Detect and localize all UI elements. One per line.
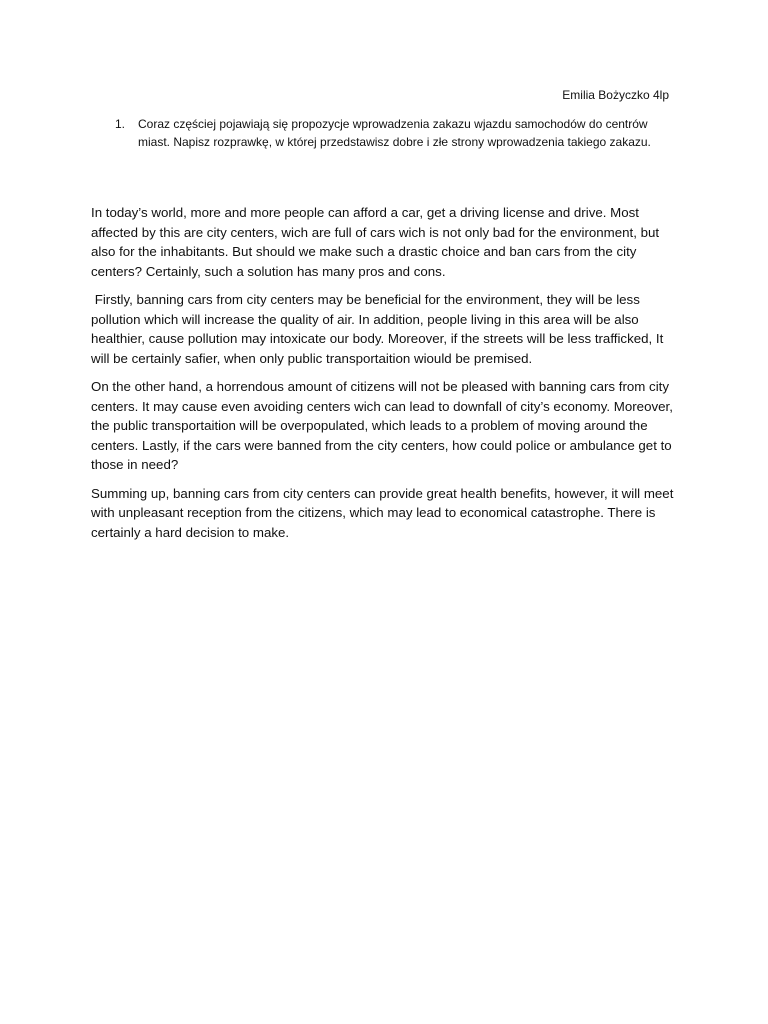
task-text: Coraz częściej pojawiają się propozycje wprowadzenia zakazu wjazdu samochodów do centrów miast. Napisz rozprawkę, w której przedstawisz dobre i złe strony wprowadzenia takiego zakazu. [138, 117, 651, 149]
task-number: 1. [115, 117, 126, 131]
essay-paragraph-cons: On the other hand, a horrendous amount of citizens will not be pleased with banning cars from city centers. It may cause even avoiding centers wich can lead to downfall of city’s economy. Moreover, the public transportaition will be overpopulated, which leads to a problem of moving around the centers. Lastly, if the cars were banned from the city centers, how could police or ambulance get to those in need? [91, 379, 673, 472]
essay-paragraph-pros: Firstly, banning cars from city centers may be beneficial for the environment, they will be less pollution which will increase the quality of air. In addition, people living in this area will be also healthier, cause pollution may intoxicate our body. Moreover, if the streets will be less trafficked, It will be certainly safier, when only public transportaition wiould be premised. [91, 292, 668, 366]
author-name: Emilia Bożyczko 4lp [562, 88, 669, 102]
essay-paragraph-conclusion: Summing up, banning cars from city centers can provide great health benefits, however, it will meet with unpleasant reception from the citizens, which may lead to economical catastrophe. There is certainly a hard decision to make. [91, 485, 674, 540]
essay-body [91, 203, 676, 551]
task-prompt [115, 115, 655, 151]
essay-paragraph-introduction: In today’s world, more and more people can afford a car, get a driving license and drive. Most affected by this are city centers, wich are full of cars wich is not only bad for the environment, but also for the inhabitants. But should we make such a drastic choice and ban cars from the city centers? Certainly, such a solution has many pros and cons. [91, 205, 663, 279]
